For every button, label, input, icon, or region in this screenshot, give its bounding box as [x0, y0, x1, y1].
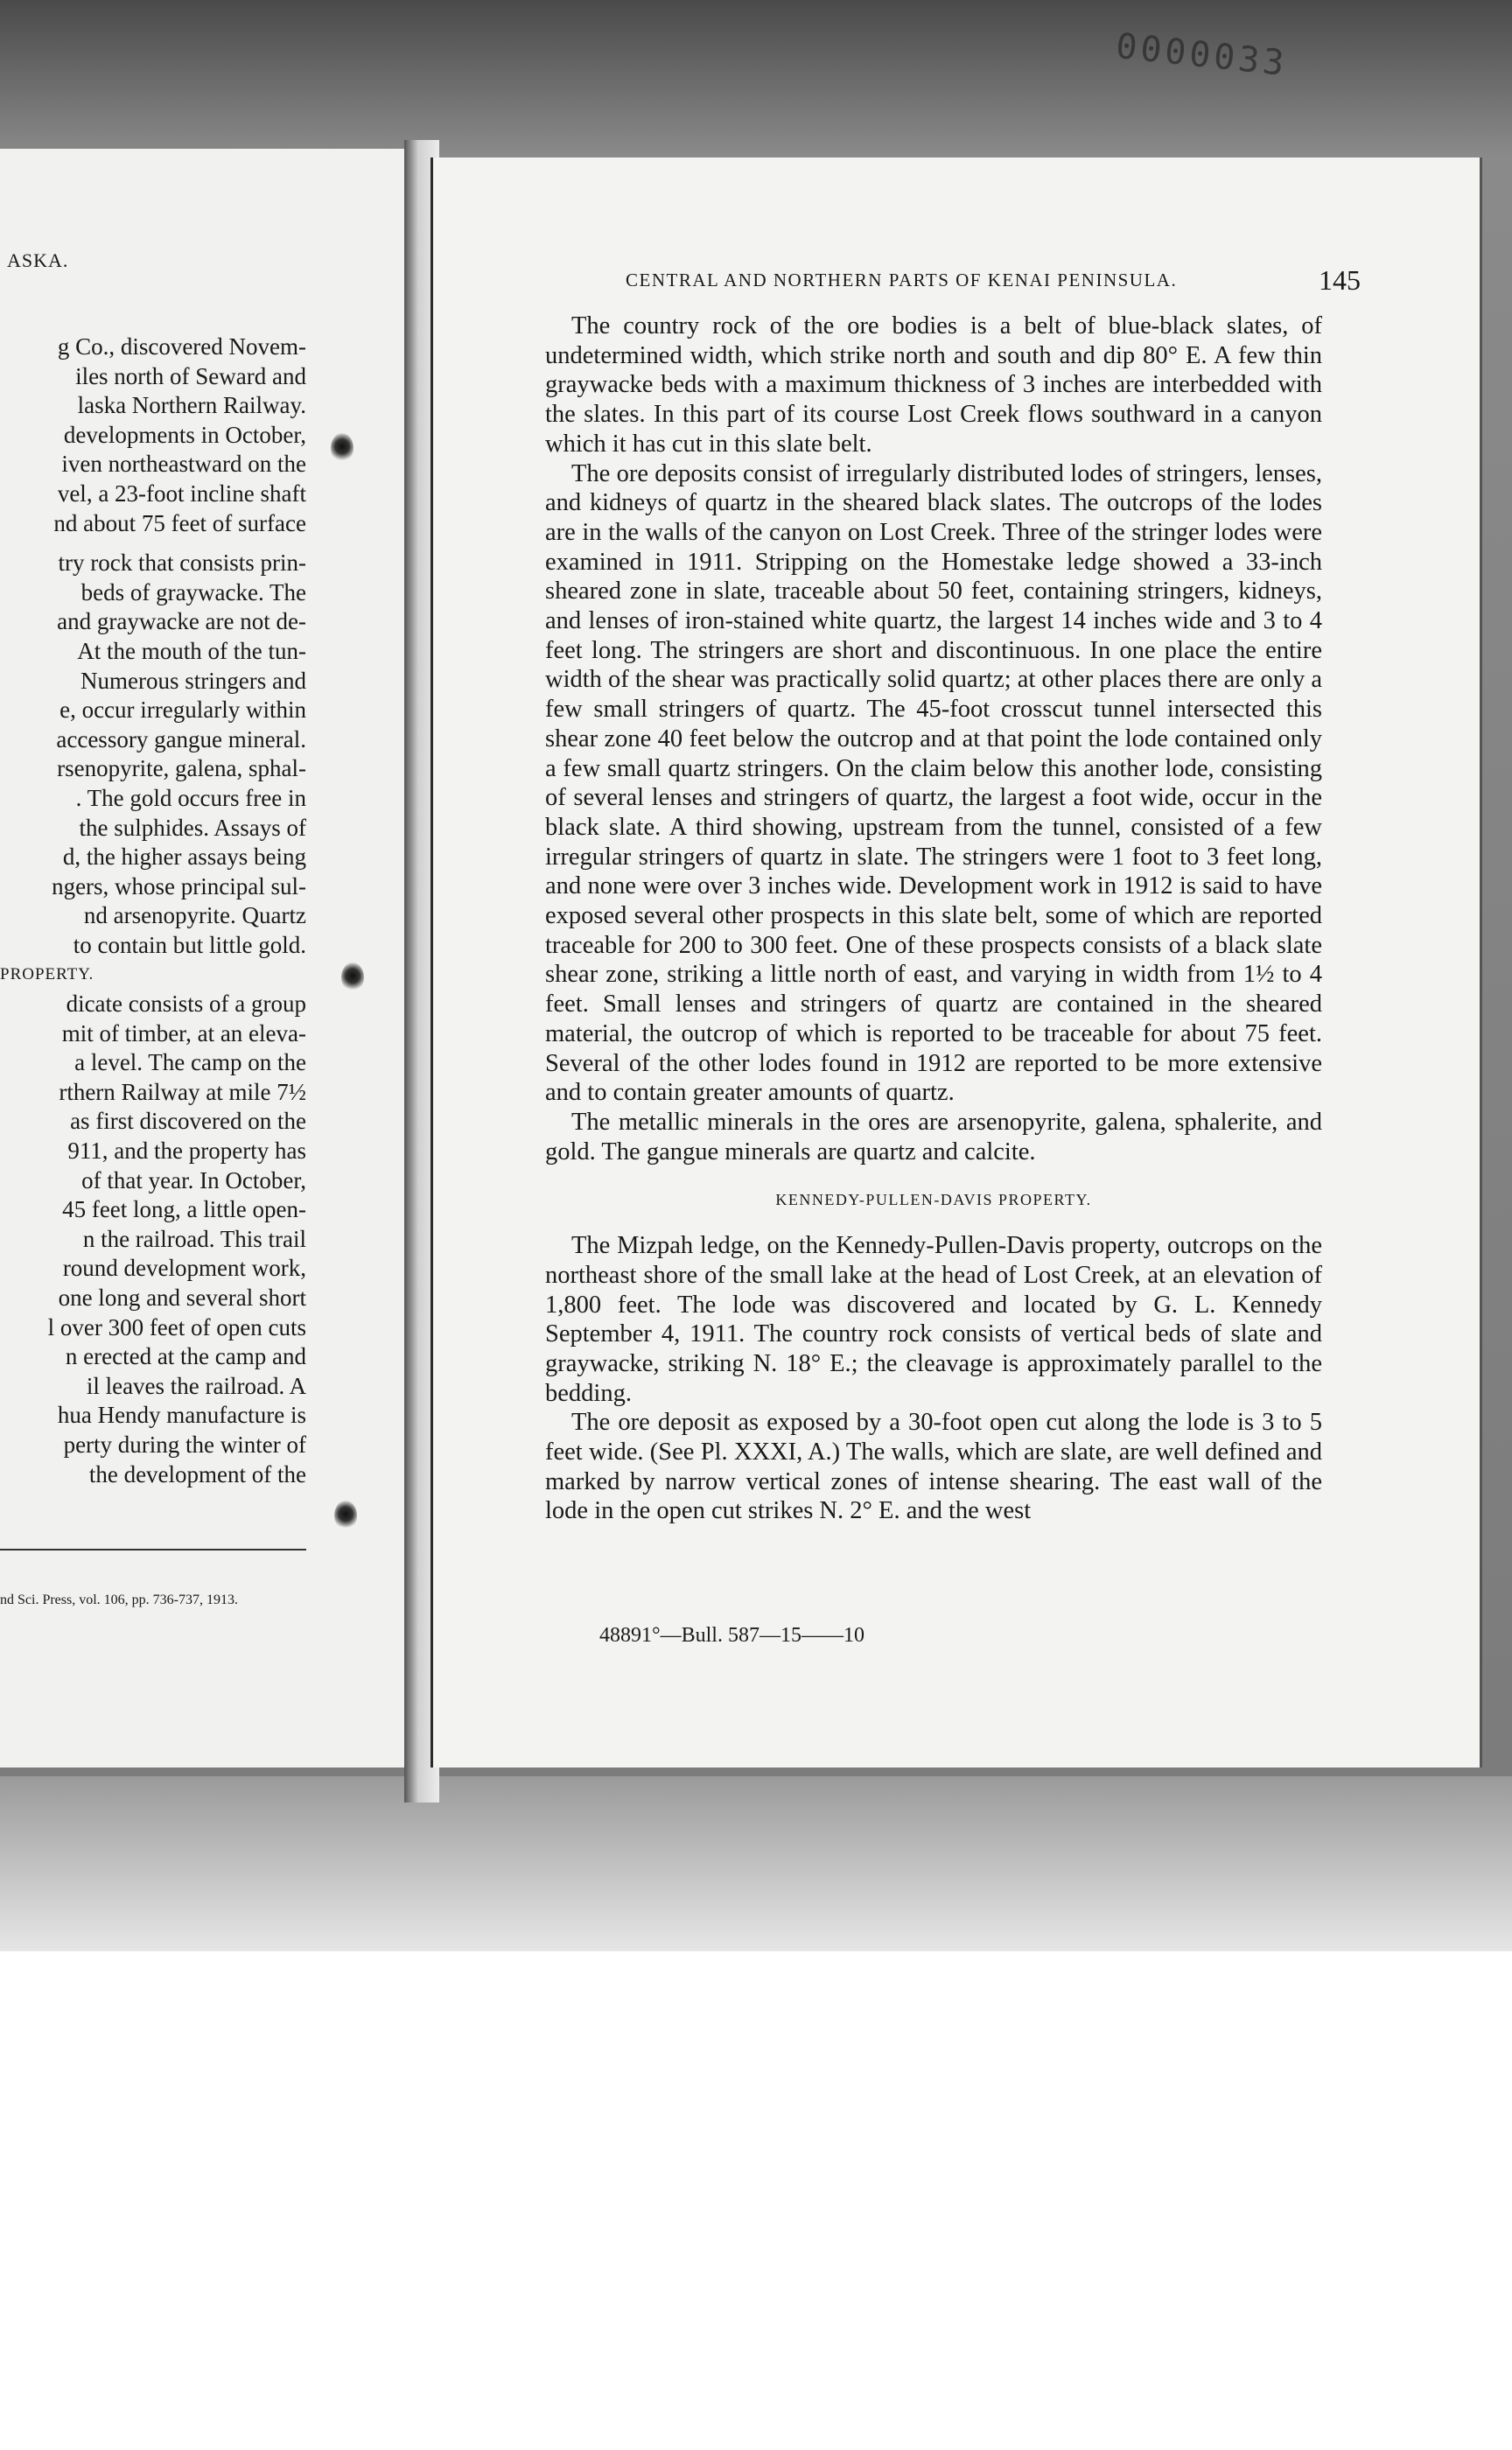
left-line: g Co., discovered Novem-: [57, 333, 306, 360]
left-line: il leaves the railroad. A: [86, 1372, 306, 1399]
left-footnote: nd Sci. Press, vol. 106, pp. 736-737, 1913.: [0, 1592, 238, 1607]
left-line: the development of the: [88, 1460, 306, 1488]
left-line: nd about 75 feet of surface: [53, 509, 306, 536]
left-line: l over 300 feet of open cuts: [47, 1313, 306, 1340]
left-line: and graywacke are not de-: [57, 608, 306, 635]
left-line: dicate consists of a group: [66, 990, 306, 1018]
left-line: hua Hendy manufacture is: [57, 1402, 306, 1429]
punch-hole-mark: [334, 1501, 357, 1530]
left-line: iles north of Seward and: [75, 362, 306, 389]
paragraph: The ore deposits consist of irregularly distributed lodes of stringers, lenses, and kidneys of quartz in the sheared black slates. The outcrops of the lodes are in the walls of the canyon on Lost Creek. Three of the stringer lodes were examined in 1911. Stripping on the Homestake ledge showed a 33-inch sheared zone in slate, traceable about 50 feet, containing stringers, kidneys, and lenses of iron-stained white quartz, the largest 14 inches wide and 3 to 4 feet long. The stringers are short and discontinuous. In one place the entire width of the shear was practically solid quartz; at other places there are only a few small stringers of quartz. The 45-foot crosscut tunnel intersected this shear zone 40 feet below the outcrop and at that point the lode contained only a few small quartz stringers. On the claim below this another lode, consisting of several lenses and stringers of quartz, the largest a foot wide, occur in the black slate. A third showing, upstream from the tunnel, consisted of a few irregular stringers of quartz in slate. The stringers were 1 foot to 3 feet long, and none were over 3 inches wide. Development work in 1912 is said to have exposed several other prospects in this slate belt, some of which are reported traceable for 200 to 300 feet. One of these prospects consists of a black slate shear zone, striking a little north of east, and varying in width from 1½ to 4 feet. Small lenses and stringers of quartz are contained in the sheared material, the outcrop of which is reported to be traceable for about 75 feet. Several of the other lodes found in 1912 are reported to be more extensive and to contain greater amounts of quartz.: [545, 459, 1322, 1107]
left-paragraph-gap: [0, 538, 306, 549]
left-line: rsenopyrite, galena, sphal-: [57, 755, 306, 782]
left-line: beds of graywacke. The: [80, 578, 306, 606]
left-section-heading: PROPERTY.: [0, 965, 94, 984]
running-head: [626, 264, 1361, 296]
left-line: one long and several short: [58, 1284, 306, 1311]
left-running-head: ASKA.: [7, 249, 69, 271]
signature-line: 48891°—Bull. 587—15——10: [599, 1624, 864, 1647]
section-heading: KENNEDY-PULLEN-DAVIS PROPERTY.: [775, 1191, 1092, 1209]
left-line: mit of timber, at an eleva-: [61, 1019, 306, 1046]
left-line: perty during the winter of: [63, 1431, 306, 1458]
left-line: Numerous stringers and: [80, 667, 306, 694]
punch-hole-mark: [331, 433, 354, 463]
left-line: rthern Railway at mile 7½: [59, 1078, 306, 1105]
scan-bottom-shadow: [0, 1776, 1512, 1951]
left-line: n the railroad. This trail: [82, 1225, 306, 1252]
left-line: laska Northern Railway.: [77, 392, 306, 419]
left-line: round development work,: [62, 1255, 306, 1282]
page-number: 145: [1319, 264, 1361, 296]
paragraph: The Mizpah ledge, on the Kennedy-Pullen-Davis property, outcrops on the northeast shore of the small lake at the head of Lost Creek, at an elevation of 1,800 feet. The lode was discovered and located by G. L. Kennedy September 4, 1911. The country rock consists of vertical beds of slate and graywacke, striking N. 18° E.; the cleavage is approximately parallel to the bedding.: [545, 1232, 1322, 1407]
left-line: try rock that consists prin-: [58, 550, 306, 577]
punch-hole-mark: [341, 962, 364, 992]
left-line: to contain but little gold.: [73, 931, 306, 958]
left-line: 45 feet long, a little open-: [62, 1196, 306, 1223]
paragraph: The ore deposit as exposed by a 30-foot open cut along the lode is 3 to 5 feet wide. (See Pl. XXXI, A.) The walls, which are slate, are well defined and marked by narrow vertical zones of intense shearing. The east wall of the lode in the open cut strikes N. 2° E. and the west: [545, 1409, 1322, 1525]
document-stamp-number: 0000033: [1114, 25, 1290, 85]
left-line: 911, and the property has: [67, 1138, 306, 1165]
footnote-rule: [0, 1549, 306, 1550]
left-line: iven northeastward on the: [61, 451, 306, 478]
left-line: At the mouth of the tun-: [77, 637, 306, 664]
left-line: . The gold occurs free in: [75, 784, 306, 811]
left-line: the sulphides. Assays of: [79, 814, 306, 841]
left-line: developments in October,: [63, 421, 306, 448]
left-line: nd arsenopyrite. Quartz: [83, 902, 306, 929]
left-line: n erected at the camp and: [65, 1343, 306, 1370]
left-line: as first discovered on the: [70, 1108, 306, 1135]
left-line: accessory gangue mineral.: [56, 725, 306, 752]
left-line: ngers, whose principal sul-: [52, 872, 306, 900]
paragraph: The metallic minerals in the ores are arsenopyrite, galena, sphalerite, and gold. The gangue minerals are quartz and calcite.: [545, 1108, 1322, 1166]
paragraph: The country rock of the ore bodies is a belt of blue-black slates, of undetermined width, which strike north and south and dip 80° E. A few thin graywacke beds with a maximum thickness of 3 inches are interbedded with the slates. In this part of its course Lost Creek flows southward in a canyon which it has cut in this slate belt.: [545, 312, 1322, 458]
right-page: [430, 158, 1482, 1768]
left-line: d, the higher assays being: [62, 844, 306, 871]
left-line: vel, a 23-foot incline shaft: [57, 480, 306, 507]
left-page-text: [0, 332, 306, 1489]
left-line: of that year. In October,: [81, 1166, 306, 1194]
body-text: [545, 312, 1322, 1526]
left-line: e, occur irregularly within: [60, 696, 306, 724]
left-line: a level. The camp on the: [74, 1049, 306, 1076]
running-head-title: CENTRAL AND NORTHERN PARTS OF KENAI PENINSULA.: [626, 270, 1178, 290]
